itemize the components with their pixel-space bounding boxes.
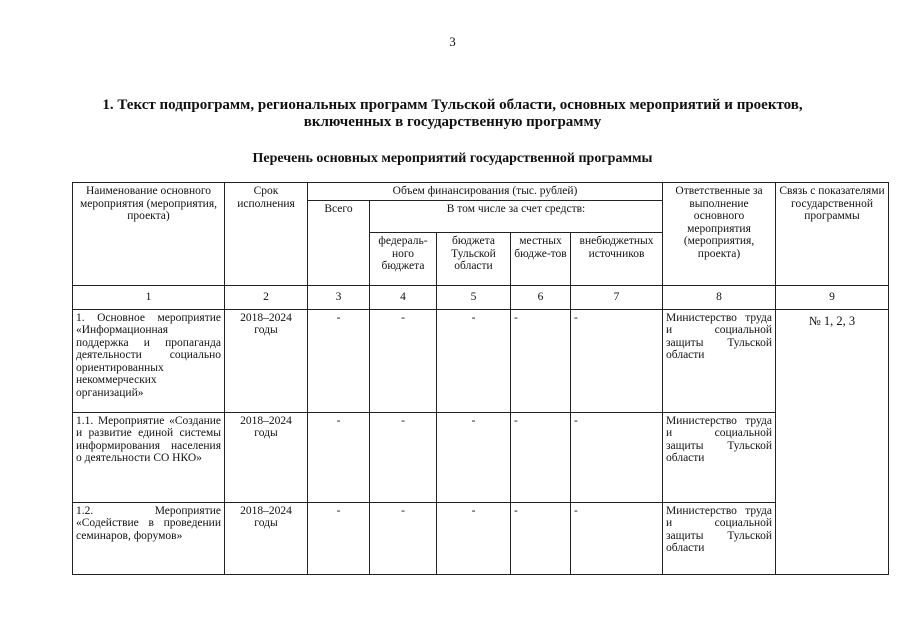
measure-name: 1. Основное мероприятие «Информационная поддержка и пропаганда деятельности социально ориентированных некоммерческих организаций» — [73, 309, 225, 412]
column-numbers-row — [73, 286, 889, 310]
funding-tula: - — [437, 412, 511, 502]
column-number: 9 — [776, 286, 889, 310]
measure-responsible: Министерство труда и социальной защиты Тульской области — [663, 309, 776, 412]
funding-local: - — [511, 309, 571, 412]
measure-name: 1.2. Мероприятие «Содействие в проведении семинаров, форумов» — [73, 502, 225, 574]
header-term: Срок исполнения — [225, 183, 308, 286]
funding-local: - — [511, 502, 571, 574]
funding-extra: - — [571, 412, 663, 502]
column-number: 7 — [571, 286, 663, 310]
header-extra: внебюджетных источников — [571, 233, 663, 286]
measure-term: 2018–2024 годы — [225, 412, 308, 502]
measure-name: 1.1. Мероприятие «Создание и развитие единой системы информирования населения о деятельности СО НКО» — [73, 412, 225, 502]
column-number: 3 — [308, 286, 370, 310]
page-number: 3 — [449, 34, 456, 49]
column-number: 6 — [511, 286, 571, 310]
column-number: 4 — [370, 286, 437, 310]
header-tula: бюджета Тульской области — [437, 233, 511, 286]
indicator-link: № 1, 2, 3 — [776, 309, 889, 574]
column-number: 1 — [73, 286, 225, 310]
measure-term: 2018–2024 годы — [225, 309, 308, 412]
header-federal: федераль-ного бюджета — [370, 233, 437, 286]
header-including: В том числе за счет средств: — [370, 200, 663, 233]
funding-federal: - — [370, 412, 437, 502]
column-number: 8 — [663, 286, 776, 310]
measures-table — [72, 182, 889, 575]
table-row — [73, 502, 889, 574]
funding-extra: - — [571, 309, 663, 412]
measure-term: 2018–2024 годы — [225, 502, 308, 574]
header-local: местных бюдже-тов — [511, 233, 571, 286]
funding-total: - — [308, 309, 370, 412]
funding-federal: - — [370, 502, 437, 574]
funding-tula: - — [437, 309, 511, 412]
heading-line-2: включенных в государственную программу — [303, 114, 602, 130]
table-row — [73, 412, 889, 502]
funding-local: - — [511, 412, 571, 502]
column-number: 2 — [225, 286, 308, 310]
funding-total: - — [308, 502, 370, 574]
funding-total: - — [308, 412, 370, 502]
header-funding: Объем финансирования (тыс. рублей) — [308, 183, 663, 201]
table-row — [73, 309, 889, 412]
header-total: Всего — [308, 200, 370, 286]
table-title: Перечень основных мероприятий государственной программы — [252, 151, 653, 166]
document-heading — [0, 97, 905, 131]
column-number: 5 — [437, 286, 511, 310]
funding-federal: - — [370, 309, 437, 412]
header-name: Наименование основного мероприятия (мероприятия, проекта) — [73, 183, 225, 286]
funding-extra: - — [571, 502, 663, 574]
header-link: Связь с показателями государственной программы — [776, 183, 889, 286]
measure-responsible: Министерство труда и социальной защиты Тульской области — [663, 412, 776, 502]
funding-tula: - — [437, 502, 511, 574]
heading-line-1: 1. Текст подпрограмм, региональных программ Тульской области, основных мероприятий и проектов, — [102, 97, 803, 113]
measure-responsible: Министерство труда и социальной защиты Тульской области — [663, 502, 776, 574]
header-responsible: Ответственные за выполнение основного мероприятия (мероприятия, проекта) — [663, 183, 776, 286]
